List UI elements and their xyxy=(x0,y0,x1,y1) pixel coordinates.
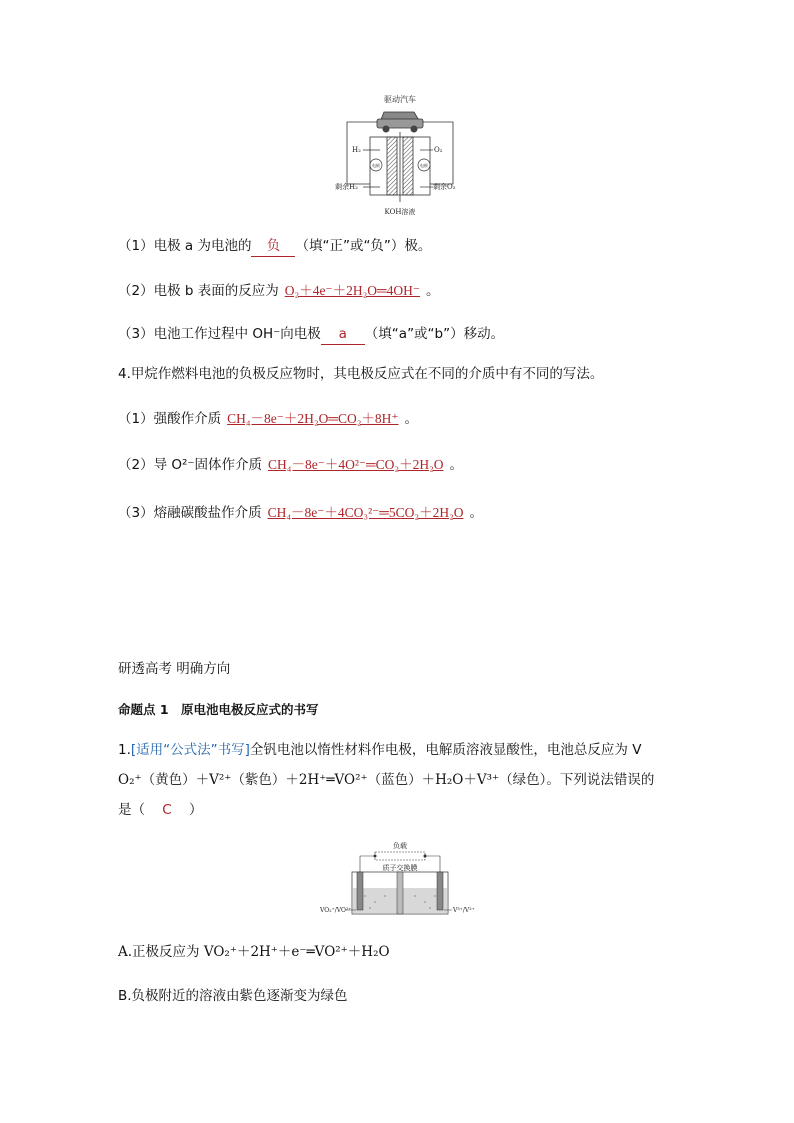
question-4-1: （1）强酸作介质 CH₄－8e⁻＋2H₂O═CO₂＋8H⁺ 。 xyxy=(118,411,419,427)
fuel-cell-diagram xyxy=(330,92,470,220)
answer-2: O₂＋4e⁻＋2H₂O═4OH⁻ xyxy=(284,283,420,298)
h2-out-label: 剩余H₂ xyxy=(335,183,358,191)
answer-1: 负 xyxy=(251,236,295,257)
h2-in-label: H₂ xyxy=(352,146,361,154)
option-b: B.负极附近的溶液由紫色逐渐变为绿色 xyxy=(118,988,348,1004)
problem-1-line-1: 1.[适用“公式法”书写]全钒电池以惰性材料作电极，电解质溶液显酸性，电池总反应为 V xyxy=(118,742,642,758)
answer-4-1: CH₄－8e⁻＋2H₂O═CO₂＋8H⁺ xyxy=(227,411,399,426)
question-2: （2）电极 b 表面的反应为 O₂＋4e⁻＋2H₂O═4OH⁻ 。 xyxy=(118,283,440,299)
method-tag: [适用“公式法”书写] xyxy=(130,742,250,758)
question-4-3: （3）熔融碳酸盐作介质 CH₄－8e⁻＋4CO₃²⁻═5CO₂＋2H₂O 。 xyxy=(118,505,484,521)
answer-p1: C xyxy=(162,802,172,818)
koh-label: KOH溶液 xyxy=(384,208,416,216)
section-title: 研透高考 明确方向 xyxy=(118,661,231,677)
o2-in-label: O₂ xyxy=(434,146,443,154)
svg-text:电极: 电极 xyxy=(372,163,380,168)
answer-3: a xyxy=(321,324,365,345)
topic-heading: 命题点 1 原电池电极反应式的书写 xyxy=(118,702,319,717)
question-4-2: （2）导 O²⁻固体作介质 CH₄－8e⁻＋4O²⁻═CO₂＋2H₂O 。 xyxy=(118,457,464,473)
o2-out-label: 剩余O₂ xyxy=(433,183,456,191)
option-a: A.正极反应为 VO₂⁺＋2H⁺＋e⁻═VO²⁺＋H₂O xyxy=(118,944,390,960)
answer-4-3: CH₄－8e⁻＋4CO₃²⁻═5CO₂＋2H₂O xyxy=(267,505,464,520)
question-1: （1）电极 a 为电池的 负 （填“正”或“负”）极。 xyxy=(118,236,431,257)
car-label: 驱动汽车 xyxy=(384,95,416,104)
right-couple-label: V³⁺/V²⁺ xyxy=(453,907,475,914)
problem-1-line-3: 是（ C ） xyxy=(118,802,203,818)
car-icon xyxy=(377,112,423,133)
membrane-label: 质子交换膜 xyxy=(382,864,418,872)
vanadium-battery-diagram xyxy=(320,838,480,924)
answer-4-2: CH₄－8e⁻＋4O²⁻═CO₂＋2H₂O xyxy=(268,457,444,472)
svg-text:电极: 电极 xyxy=(420,163,428,168)
question-3: （3）电池工作过程中 OH⁻向电极 a （填“a”或“b”）移动。 xyxy=(118,324,504,345)
left-couple-label: VO₂⁺/VO²⁺ xyxy=(320,907,352,914)
load-label: 负载 xyxy=(393,842,407,850)
question-4-intro: 4.甲烷作燃料电池的负极反应物时，其电极反应式在不同的介质中有不同的写法。 xyxy=(118,366,604,382)
problem-1-line-2: O₂⁺（黄色）＋V²⁺（紫色）＋2H⁺═VO²⁺（蓝色）＋H₂O＋V³⁺（绿色）。下列说法错误的 xyxy=(118,772,655,788)
